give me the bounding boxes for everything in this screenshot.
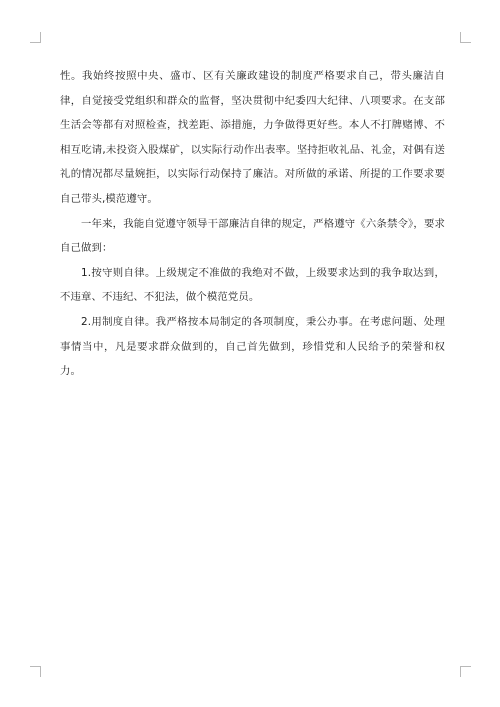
crop-mark-bottom-left [30, 666, 41, 677]
paragraph-rule-2: 2.用制度自律。我严格按本局制定的各项制度，秉公办事。在考虑问题、处理事情当中，凡是要求群众做到的，自己首先做到，珍惜党和人民给予的荣誉和权力。 [60, 315, 445, 378]
paragraph-yearly-review: 一年来，我能自觉遵守领导干部廉洁自律的规定，严格遵守《六条禁令》，要求自己做到： [60, 217, 445, 255]
crop-mark-top-left [30, 32, 41, 43]
paragraph-rule-1: 1.按守则自律。上级规定不准做的我绝对不做，上级要求达到的我争取达到，不违章、不违纪、不犯法，做个模范党员。 [60, 266, 445, 304]
document-body [60, 64, 445, 384]
crop-mark-bottom-right [460, 666, 471, 677]
paragraph-self-discipline-summary: 性。我始终按照中央、盛市、区有关廉政建设的制度严格要求自己，带头廉洁自律，自觉接受党组织和群众的监督，坚决贯彻中纪委四大纪律、八项要求。在支部生活会等都有对照检查，找差距、添措施，力争做得更好些。本人不打牌赌博、不相互吃请,未投资入股煤矿，以实际行动作出表率。坚持拒收礼品、礼金，对偶有送礼的情况都尽量婉拒，以实际行动保持了廉洁。对所做的承诺、所提的工作要求要自己带头,模范遵守。 [60, 70, 445, 205]
crop-mark-top-right [460, 32, 471, 43]
